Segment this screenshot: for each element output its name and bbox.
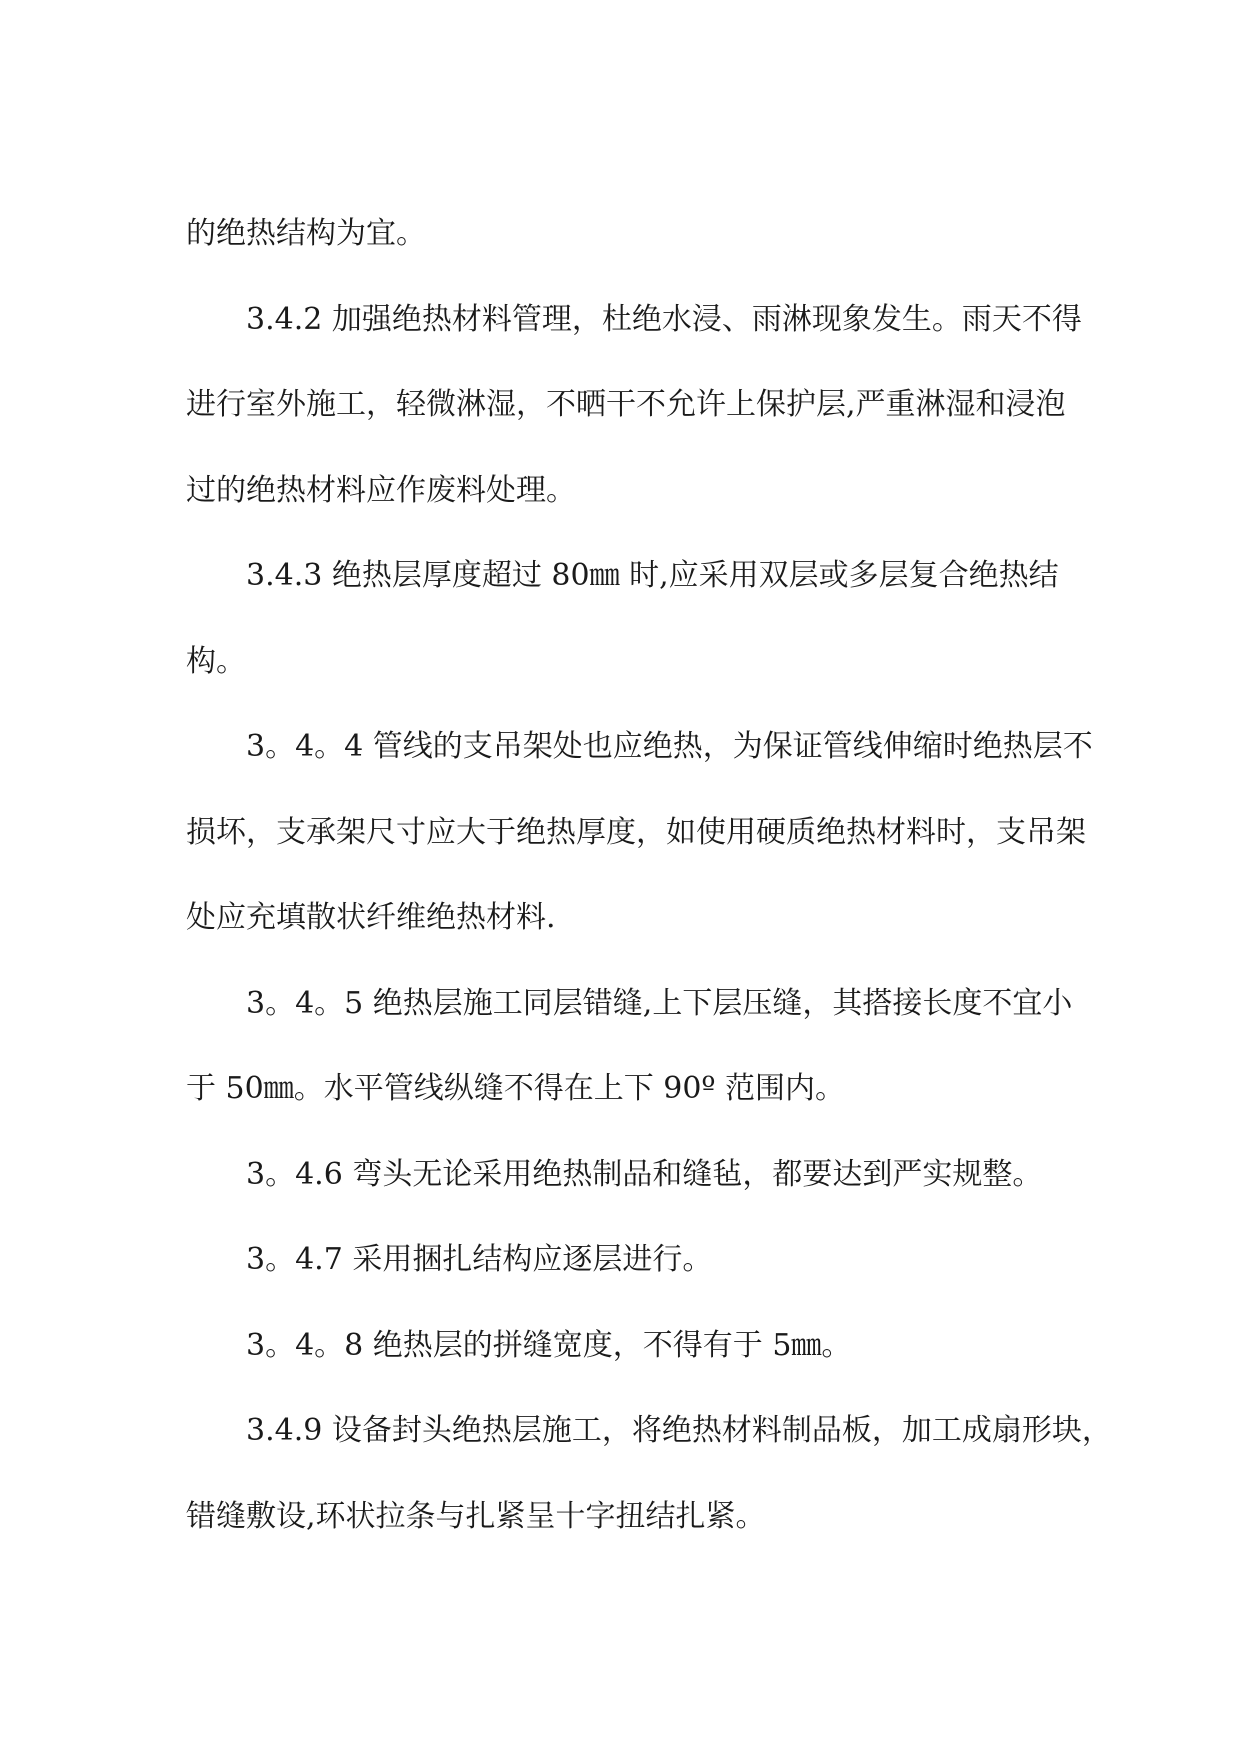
paragraph-3-4-7 xyxy=(186,1217,1056,1303)
paragraph-3-4-9 xyxy=(186,1388,1112,1559)
text-line: 处应充填散状纤维绝热材料. xyxy=(186,900,556,935)
text-line: 3。4。5 绝热层施工同层错缝,上下层压缝，其搭接长度不宜小 xyxy=(246,985,1073,1021)
paragraph-3-4-6 xyxy=(186,1132,1056,1218)
body-text xyxy=(186,191,1112,1559)
paragraph-3-4-4 xyxy=(186,704,1093,961)
paragraph-3-4-8 xyxy=(186,1303,1056,1389)
text-line: 过的绝热材料应作废料处理。 xyxy=(186,472,576,508)
text-line: 3。4.6 弯头无论采用绝热制品和缝毡，都要达到严实规整。 xyxy=(246,1156,1043,1192)
text-line: 的绝热结构为宜。 xyxy=(186,216,426,251)
text-line: 3.4.9 设备封头绝热层施工，将绝热材料制品板，加工成扇形块， xyxy=(246,1413,1112,1448)
text-line: 错缝敷设,环状拉条与扎紧呈十字扭结扎紧。 xyxy=(186,1498,766,1534)
paragraph-intro-continuation xyxy=(186,191,1056,277)
text-line: 损坏，支承架尺寸应大于绝热厚度，如使用硬质绝热材料时，支吊架 xyxy=(186,814,1086,850)
paragraph-3-4-5 xyxy=(186,961,1073,1132)
text-line: 构。 xyxy=(186,643,246,679)
text-line: 于 50㎜。水平管线纵缝不得在上下 90º 范围内。 xyxy=(186,1071,846,1106)
text-line: 3.4.2 加强绝热材料管理，杜绝水浸、雨淋现象发生。雨天不得 xyxy=(246,301,1082,337)
paragraph-3-4-3 xyxy=(186,533,1059,704)
text-line: 进行室外施工，轻微淋湿，不晒干不允许上保护层,严重淋湿和浸泡 xyxy=(186,387,1066,422)
paragraph-3-4-2 xyxy=(186,277,1082,534)
text-line: 3.4.3 绝热层厚度超过 80㎜ 时,应采用双层或多层复合绝热结 xyxy=(246,558,1059,593)
text-line: 3。4.7 采用捆扎结构应逐层进行。 xyxy=(246,1242,713,1277)
text-line: 3。4。8 绝热层的拼缝宽度，不得有于 5㎜。 xyxy=(246,1327,852,1363)
text-line: 3。4。4 管线的支吊架处也应绝热，为保证管线伸缩时绝热层不 xyxy=(246,729,1093,764)
